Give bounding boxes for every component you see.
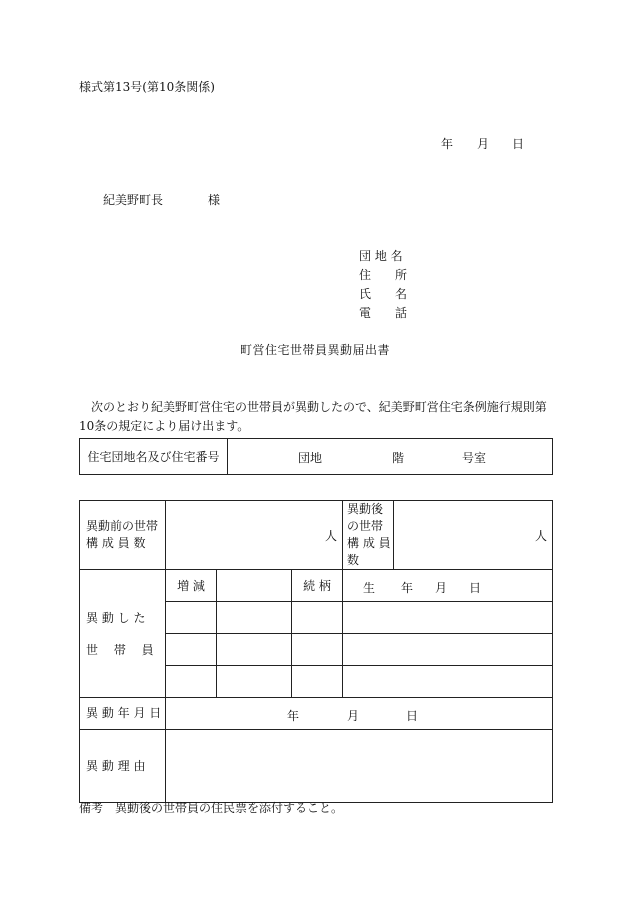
change-date-month: 月: [347, 709, 360, 723]
changed-members-label-line2: 世 帯 員: [86, 642, 154, 657]
after-count-cell[interactable]: [394, 501, 553, 570]
changed-members-label: [80, 570, 166, 698]
member-birthdate-cell[interactable]: [343, 602, 553, 634]
member-change-cell[interactable]: [166, 634, 217, 666]
birth-month-label: 月: [435, 581, 448, 595]
change-date-cell[interactable]: [166, 698, 553, 730]
applicant-phone-label: 電 話: [359, 306, 408, 320]
document-title: 町営住宅世帯員異動届出書: [239, 343, 390, 357]
member-birthdate-cell[interactable]: [343, 634, 553, 666]
change-date-day: 日: [406, 709, 419, 723]
col-increase-decrease: 増 減: [166, 570, 217, 602]
housing-value-cell[interactable]: [228, 439, 553, 475]
col-name-header: [217, 570, 292, 602]
body-text: [79, 398, 554, 436]
applicant-address-label: 住 所: [359, 268, 408, 282]
member-change-cell[interactable]: [166, 602, 217, 634]
date-day-label: 日: [512, 137, 525, 151]
member-relationship-cell[interactable]: [292, 634, 343, 666]
applicant-danchi-label: 団 地 名: [359, 249, 403, 263]
member-birthdate-cell[interactable]: [343, 666, 553, 698]
applicant-block: [359, 249, 409, 325]
housing-table: [79, 438, 553, 475]
member-name-cell[interactable]: [217, 634, 292, 666]
after-count-label-line2: 構 成 員 数: [347, 536, 391, 567]
after-count-label: [343, 501, 394, 570]
member-name-cell[interactable]: [217, 666, 292, 698]
change-reason-cell[interactable]: [166, 730, 553, 803]
change-table: [79, 500, 553, 803]
before-count-label-line1: 異動前の世帯: [86, 519, 159, 533]
col-birthdate-header: [343, 570, 553, 602]
housing-room-label: 号室: [462, 451, 487, 465]
housing-label: 住宅団地名及び住宅番号: [80, 439, 228, 475]
member-name-cell[interactable]: [217, 602, 292, 634]
housing-danchi-label: 団地: [298, 451, 323, 465]
member-relationship-cell[interactable]: [292, 602, 343, 634]
change-date-year: 年: [287, 709, 300, 723]
change-reason-label: 異 動 理 由: [80, 730, 166, 803]
before-count-label: [80, 501, 166, 570]
addressee-honorific: 様: [208, 193, 221, 207]
member-relationship-cell[interactable]: [292, 666, 343, 698]
birth-prefix-label: 生: [363, 581, 376, 595]
body-paragraph: 次のとおり紀美野町営住宅の世帯員が異動したので、紀美野町営住宅条例施行規則第10条の規定により届け出ます。: [79, 400, 547, 433]
after-count-unit: 人: [534, 528, 547, 543]
changed-members-label-line1: 異 動 し た: [86, 610, 146, 625]
change-date-label: 異 動 年 月 日: [80, 698, 166, 730]
addressee-name: 紀美野町長: [103, 193, 164, 207]
col-relationship: 続 柄: [292, 570, 343, 602]
form-number: 様式第13号(第10条関係): [79, 80, 215, 94]
before-count-unit: 人: [325, 528, 338, 543]
before-count-cell[interactable]: [166, 501, 343, 570]
addressee: [103, 193, 221, 207]
date-year-label: 年: [441, 137, 454, 151]
birth-year-label: 年: [401, 581, 414, 595]
before-count-label-line2: 構 成 員 数: [86, 536, 146, 550]
birth-day-label: 日: [469, 581, 482, 595]
after-count-label-line1: 異動後の世帯: [347, 502, 384, 533]
note: 備考 異動後の世帯員の住民票を添付すること。: [79, 801, 344, 815]
housing-floor-label: 階: [392, 451, 405, 465]
member-change-cell[interactable]: [166, 666, 217, 698]
applicant-name-label: 氏 名: [359, 287, 408, 301]
date-month-label: 月: [477, 137, 490, 151]
